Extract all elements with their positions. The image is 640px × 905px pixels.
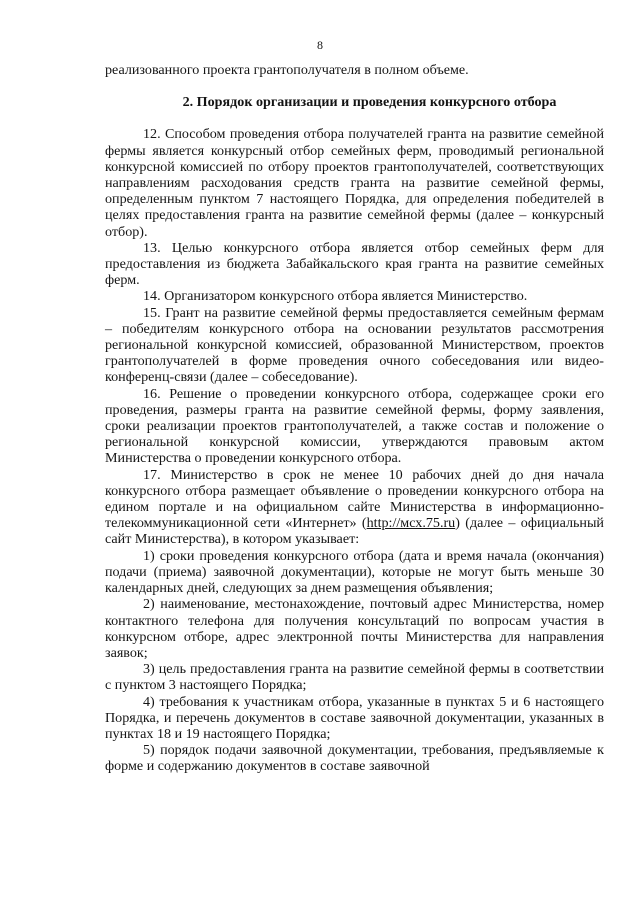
intro-continuation: реализованного проекта грантополучателя в полном объеме. (105, 62, 469, 78)
ministry-website-link[interactable]: http://мсх.75.ru (366, 515, 456, 532)
list-item-2: 2) наименование, местонахождение, почтовый адрес Министерства, номер контактного телефона для получения консультаций по вопросам участия в конкурсном отборе, адрес электронной почты Министерства для направления заявок; (105, 596, 604, 661)
list-item-1: 1) сроки проведения конкурсного отбора (дата и время начала (окончания) подачи (приема) заявочной документации), которые не могут быть меньше 30 календарных дней, следующих за днем размещения объявления; (105, 547, 604, 597)
list-item-5: 5) порядок подачи заявочной документации, требования, предъявляемые к форме и содержанию документов в составе заявочной (105, 742, 604, 775)
paragraph-17-text-after: ) (далее – официальный сайт Министерства), в котором указывает: (105, 515, 604, 548)
paragraph-12: 12. Способом проведения отбора получателей гранта на развитие семейной фермы является конкурсный отбор семейных ферм, проводимый региональной конкурсной комиссией по отбору проектов грантополучателей, соответствующих направлениям расходования средств гранта на развитие семейной фермы, определенным пунктом 7 настоящего Порядка, для определения победителей в целях предоставления гранта на развитие семейной фермы (далее – конкурсный отбор). (105, 126, 604, 240)
paragraph-16: 16. Решение о проведении конкурсного отбора, содержащее сроки его проведения, размеры гранта на развитие семейной фермы, форму заявления, сроки реализации проектов грантополучателей, а также состав и положение о региональной конкурсной комиссии, утверждаются правовым актом Министерства о проведении конкурсного отбора. (105, 385, 604, 467)
paragraph-13: 13. Целью конкурсного отбора является отбор семейных ферм для предоставления из бюджета Забайкальского края гранта на развитие семейных ферм. (105, 239, 604, 289)
list-item-4: 4) требования к участникам отбора, указанные в пунктах 5 и 6 настоящего Порядка, и перечень документов в составе заявочной документации, указанных в пунктах 18 и 19 настоящего Порядка; (105, 693, 604, 742)
paragraph-17 (105, 467, 604, 548)
paragraph-14: 14. Организатором конкурсного отбора является Министерство. (143, 288, 528, 305)
document-body (105, 62, 604, 775)
section-title: 2. Порядок организации и проведения конкурсного отбора (182, 94, 557, 111)
page-number: 8 (317, 38, 323, 52)
paragraph-17-text-before: 17. Министерство в срок не менее 10 рабочих дней до дня начала конкурсного отбора размещает объявление о проведении конкурсного отбора на едином портале и на официальном сайте Министерства в информационно-телекоммуникационной сети «Интернет» ( (105, 466, 604, 532)
paragraph-15: 15. Грант на развитие семейной фермы предоставляется семейным фермам – победителям конкурсного отбора на основании результатов рассмотрения региональной конкурсной комиссией, образованной Министерством, проектов грантополучателей в форме проведения очного собеседования или видео-конференц-связи (далее – собеседование). (105, 304, 604, 386)
list-item-3: 3) цель предоставления гранта на развитие семейной фермы в соответствии с пунктом 3 настоящего Порядка; (105, 661, 604, 694)
